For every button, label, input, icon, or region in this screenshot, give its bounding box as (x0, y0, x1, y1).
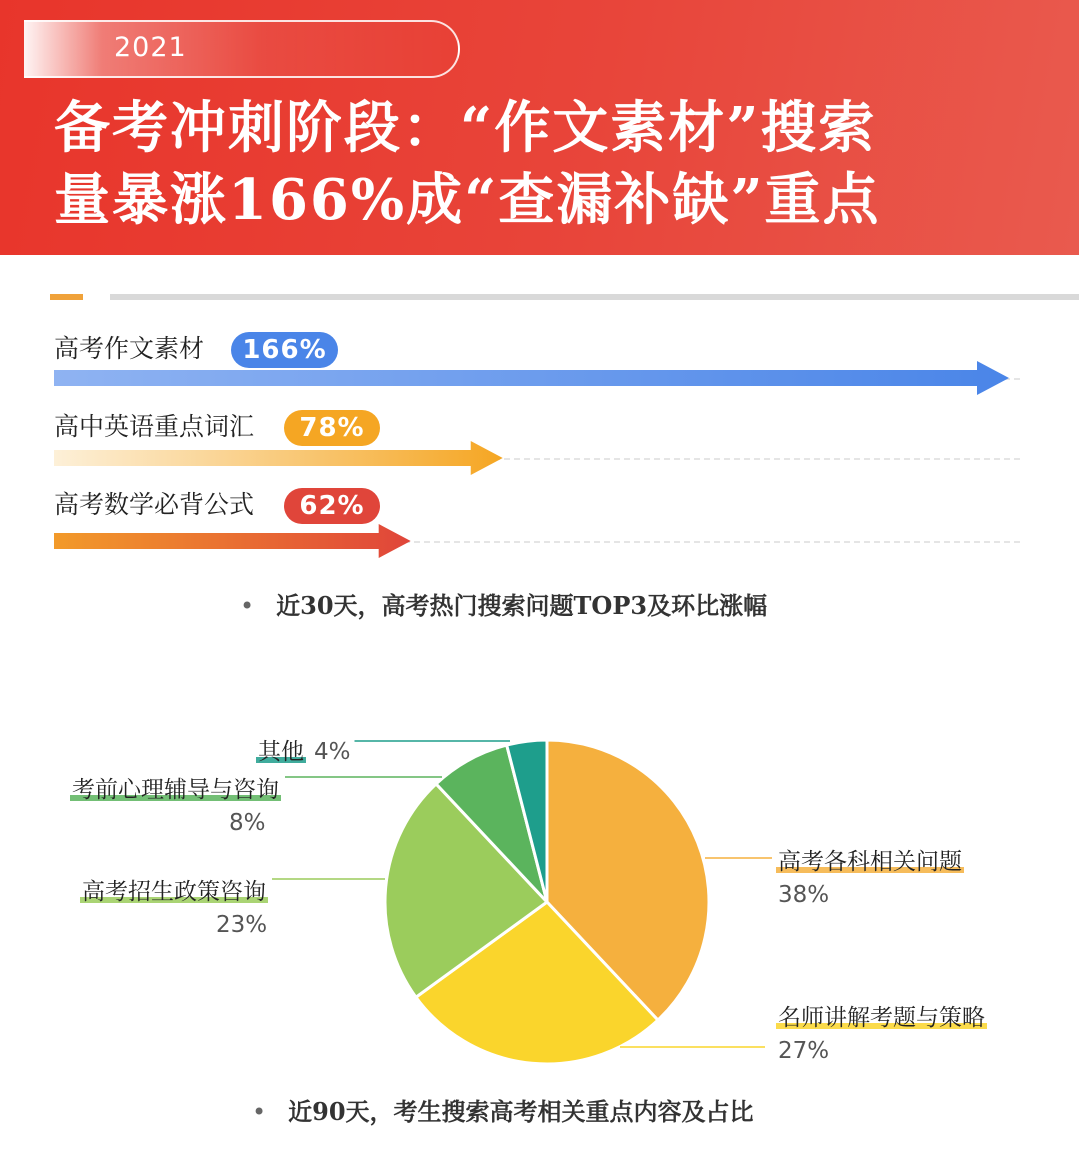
pie-label-2: 高考招生政策咨询 (82, 879, 266, 905)
pie-label-1: 名师讲解考题与策略 (778, 1005, 985, 1031)
page-title (54, 92, 1054, 236)
pie-label-group-2 (80, 879, 385, 938)
pie-chart-caption-text: 近90天，考生搜索高考相关重点内容及占比 (288, 1097, 754, 1126)
bar-arrow-shape-1 (54, 441, 503, 475)
bar-arrow-essay (0, 359, 1079, 399)
pie-label-group-3 (70, 777, 442, 836)
divider-accent (50, 294, 83, 300)
bar-chart-caption (240, 586, 767, 621)
pie-label-4: 其他 (258, 739, 304, 765)
bar-label-english: 高中英语重点词汇 (54, 412, 255, 441)
bar-arrow-shape-2 (54, 524, 411, 558)
caption-bullet: • (240, 592, 255, 620)
pie-pct-2: 23% (216, 912, 268, 938)
bar-label-essay: 高考作文素材 (54, 334, 205, 363)
source-tag-text: 2021 (114, 32, 187, 63)
header-banner (0, 0, 1079, 255)
pie-chart (0, 650, 1079, 1090)
pie-pct-4: 4% (314, 739, 351, 765)
pie-label-group-0 (705, 849, 964, 908)
pie-pct-0: 38% (778, 882, 830, 908)
pie-label-group-1 (620, 1005, 987, 1064)
pie-pct-1: 27% (778, 1038, 830, 1064)
pie-pct-3: 8% (229, 810, 266, 836)
pie-chart-caption (252, 1092, 754, 1127)
pie-label-3: 考前心理辅导与咨询 (72, 777, 279, 803)
bar-arrow-english (0, 439, 1079, 479)
bar-value-essay: 166% (231, 332, 338, 368)
bar-chart-caption-text: 近30天，高考热门搜索问题TOP3及环比涨幅 (276, 591, 768, 620)
bar-value-english: 78% (284, 410, 380, 446)
bar-arrow-shape-0 (54, 361, 1009, 395)
caption-bullet-2: • (252, 1098, 267, 1126)
bar-arrow-math (0, 522, 1079, 562)
bar-label-math: 高考数学必背公式 (54, 490, 255, 519)
title-line-2: 量暴涨166%成“查漏补缺”重点 (54, 167, 881, 233)
pie-label-0: 高考各科相关问题 (778, 849, 962, 875)
divider-line (110, 294, 1079, 300)
bar-value-math: 62% (284, 488, 380, 524)
source-tag (24, 20, 460, 78)
title-line-1: 备考冲刺阶段：“作文素材”搜索 (54, 95, 877, 161)
